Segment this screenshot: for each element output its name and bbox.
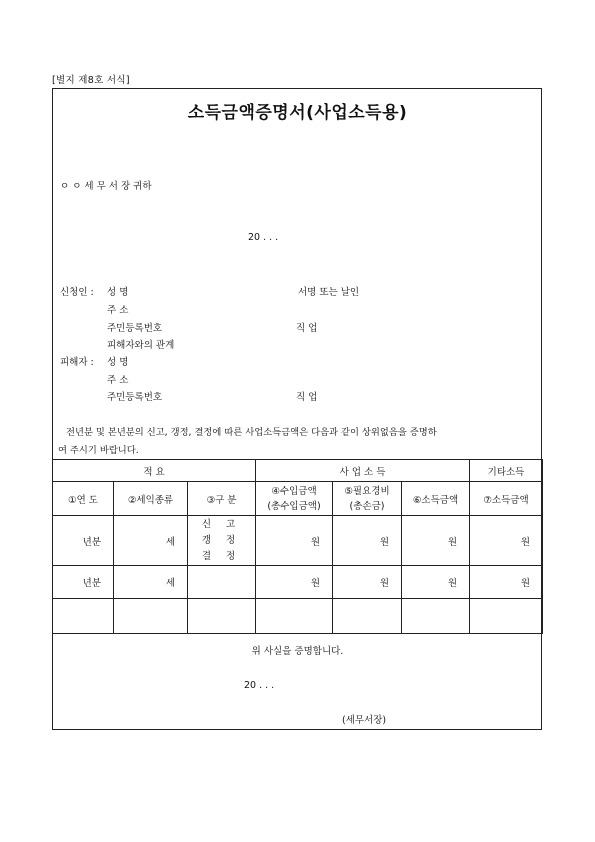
row3-cell [470, 599, 543, 634]
col-revenue-line2: (총수입금액) [267, 500, 321, 512]
col-income-header: ⑥소득금액 [402, 482, 470, 516]
group-summary-header: 적 요 [53, 460, 256, 482]
division-decision: 결 정 [201, 550, 242, 562]
victim-id-label: 주민등록번호 [107, 392, 163, 403]
col-expenses-line2: (총손금) [349, 500, 385, 512]
col-revenue-line1: ④수입금액 [271, 485, 317, 497]
row2-tax-type: 세 [114, 566, 188, 599]
row2-year: 년분 [53, 566, 114, 599]
row1-revenue: 원 [256, 516, 333, 566]
statement-line-1: 전년분 및 본년분의 신고, 갱정, 결정에 따른 사업소득금액은 다음과 같이 상위없음을 증명하 [66, 427, 437, 438]
col-expenses-header [333, 482, 402, 516]
row1-other-income: 원 [470, 516, 543, 566]
row1-tax-type: 세 [114, 516, 188, 566]
row2-revenue: 원 [256, 566, 333, 599]
issue-date: 20 . . . [244, 680, 275, 691]
document-title: 소득금액증명서(사업소득용) [187, 103, 408, 123]
form-number-label: [별지 제8호 서식] [52, 75, 130, 86]
row1-income: 원 [402, 516, 470, 566]
applicant-signature-label: 서명 또는 날인 [298, 287, 360, 298]
victim-address-label: 주 소 [107, 375, 129, 386]
col-division-header: ③구 분 [188, 482, 256, 516]
division-correction: 갱 정 [201, 534, 242, 546]
applicant-address-label: 주 소 [107, 305, 129, 316]
issuer-label: (세무서장) [342, 715, 387, 726]
row1-year: 년분 [53, 516, 114, 566]
col-revenue-header [256, 482, 333, 516]
row1-division [188, 516, 256, 566]
row2-expenses: 원 [333, 566, 402, 599]
group-other-income-header: 기타소득 [470, 460, 543, 482]
victim-heading: 피해자 : [60, 357, 94, 368]
income-table [52, 459, 543, 634]
statement-line-2: 여 주시기 바랍니다. [58, 445, 139, 456]
row3-cell [333, 599, 402, 634]
victim-name-label: 성 명 [107, 357, 129, 368]
group-business-income-header: 사 업 소 득 [256, 460, 470, 482]
row2-income: 원 [402, 566, 470, 599]
victim-position-label: 직 업 [296, 392, 318, 403]
applicant-name-label: 성 명 [107, 287, 129, 298]
table-row [53, 516, 543, 566]
applicant-id-label: 주민등록번호 [107, 323, 163, 334]
row2-other-income: 원 [470, 566, 543, 599]
row1-expenses: 원 [333, 516, 402, 566]
row3-cell [402, 599, 470, 634]
col-other-income-header: ⑦소득금액 [470, 482, 543, 516]
table-group-header-row [53, 460, 543, 482]
certification-text: 위 사실을 증명합니다. [251, 646, 344, 657]
col-expenses-line1: ⑤필요경비 [344, 485, 390, 497]
col-tax-type-header: ②세익종류 [114, 482, 188, 516]
division-report: 신 고 [201, 518, 242, 530]
row2-division [188, 566, 256, 599]
applicant-relation-label: 피해자와의 관계 [107, 340, 175, 351]
row3-cell [256, 599, 333, 634]
applicant-position-label: 직 업 [296, 323, 318, 334]
table-row [53, 599, 543, 634]
row3-cell [114, 599, 188, 634]
row3-cell [188, 599, 256, 634]
request-date: 20 . . . [248, 232, 279, 243]
addressee: ㅇ ㅇ 세 무 서 장 귀하 [60, 181, 152, 192]
applicant-heading: 신청인 : [60, 287, 94, 298]
row3-cell [53, 599, 114, 634]
col-year-header: ①연 도 [53, 482, 114, 516]
table-column-header-row [53, 482, 543, 516]
table-row [53, 566, 543, 599]
